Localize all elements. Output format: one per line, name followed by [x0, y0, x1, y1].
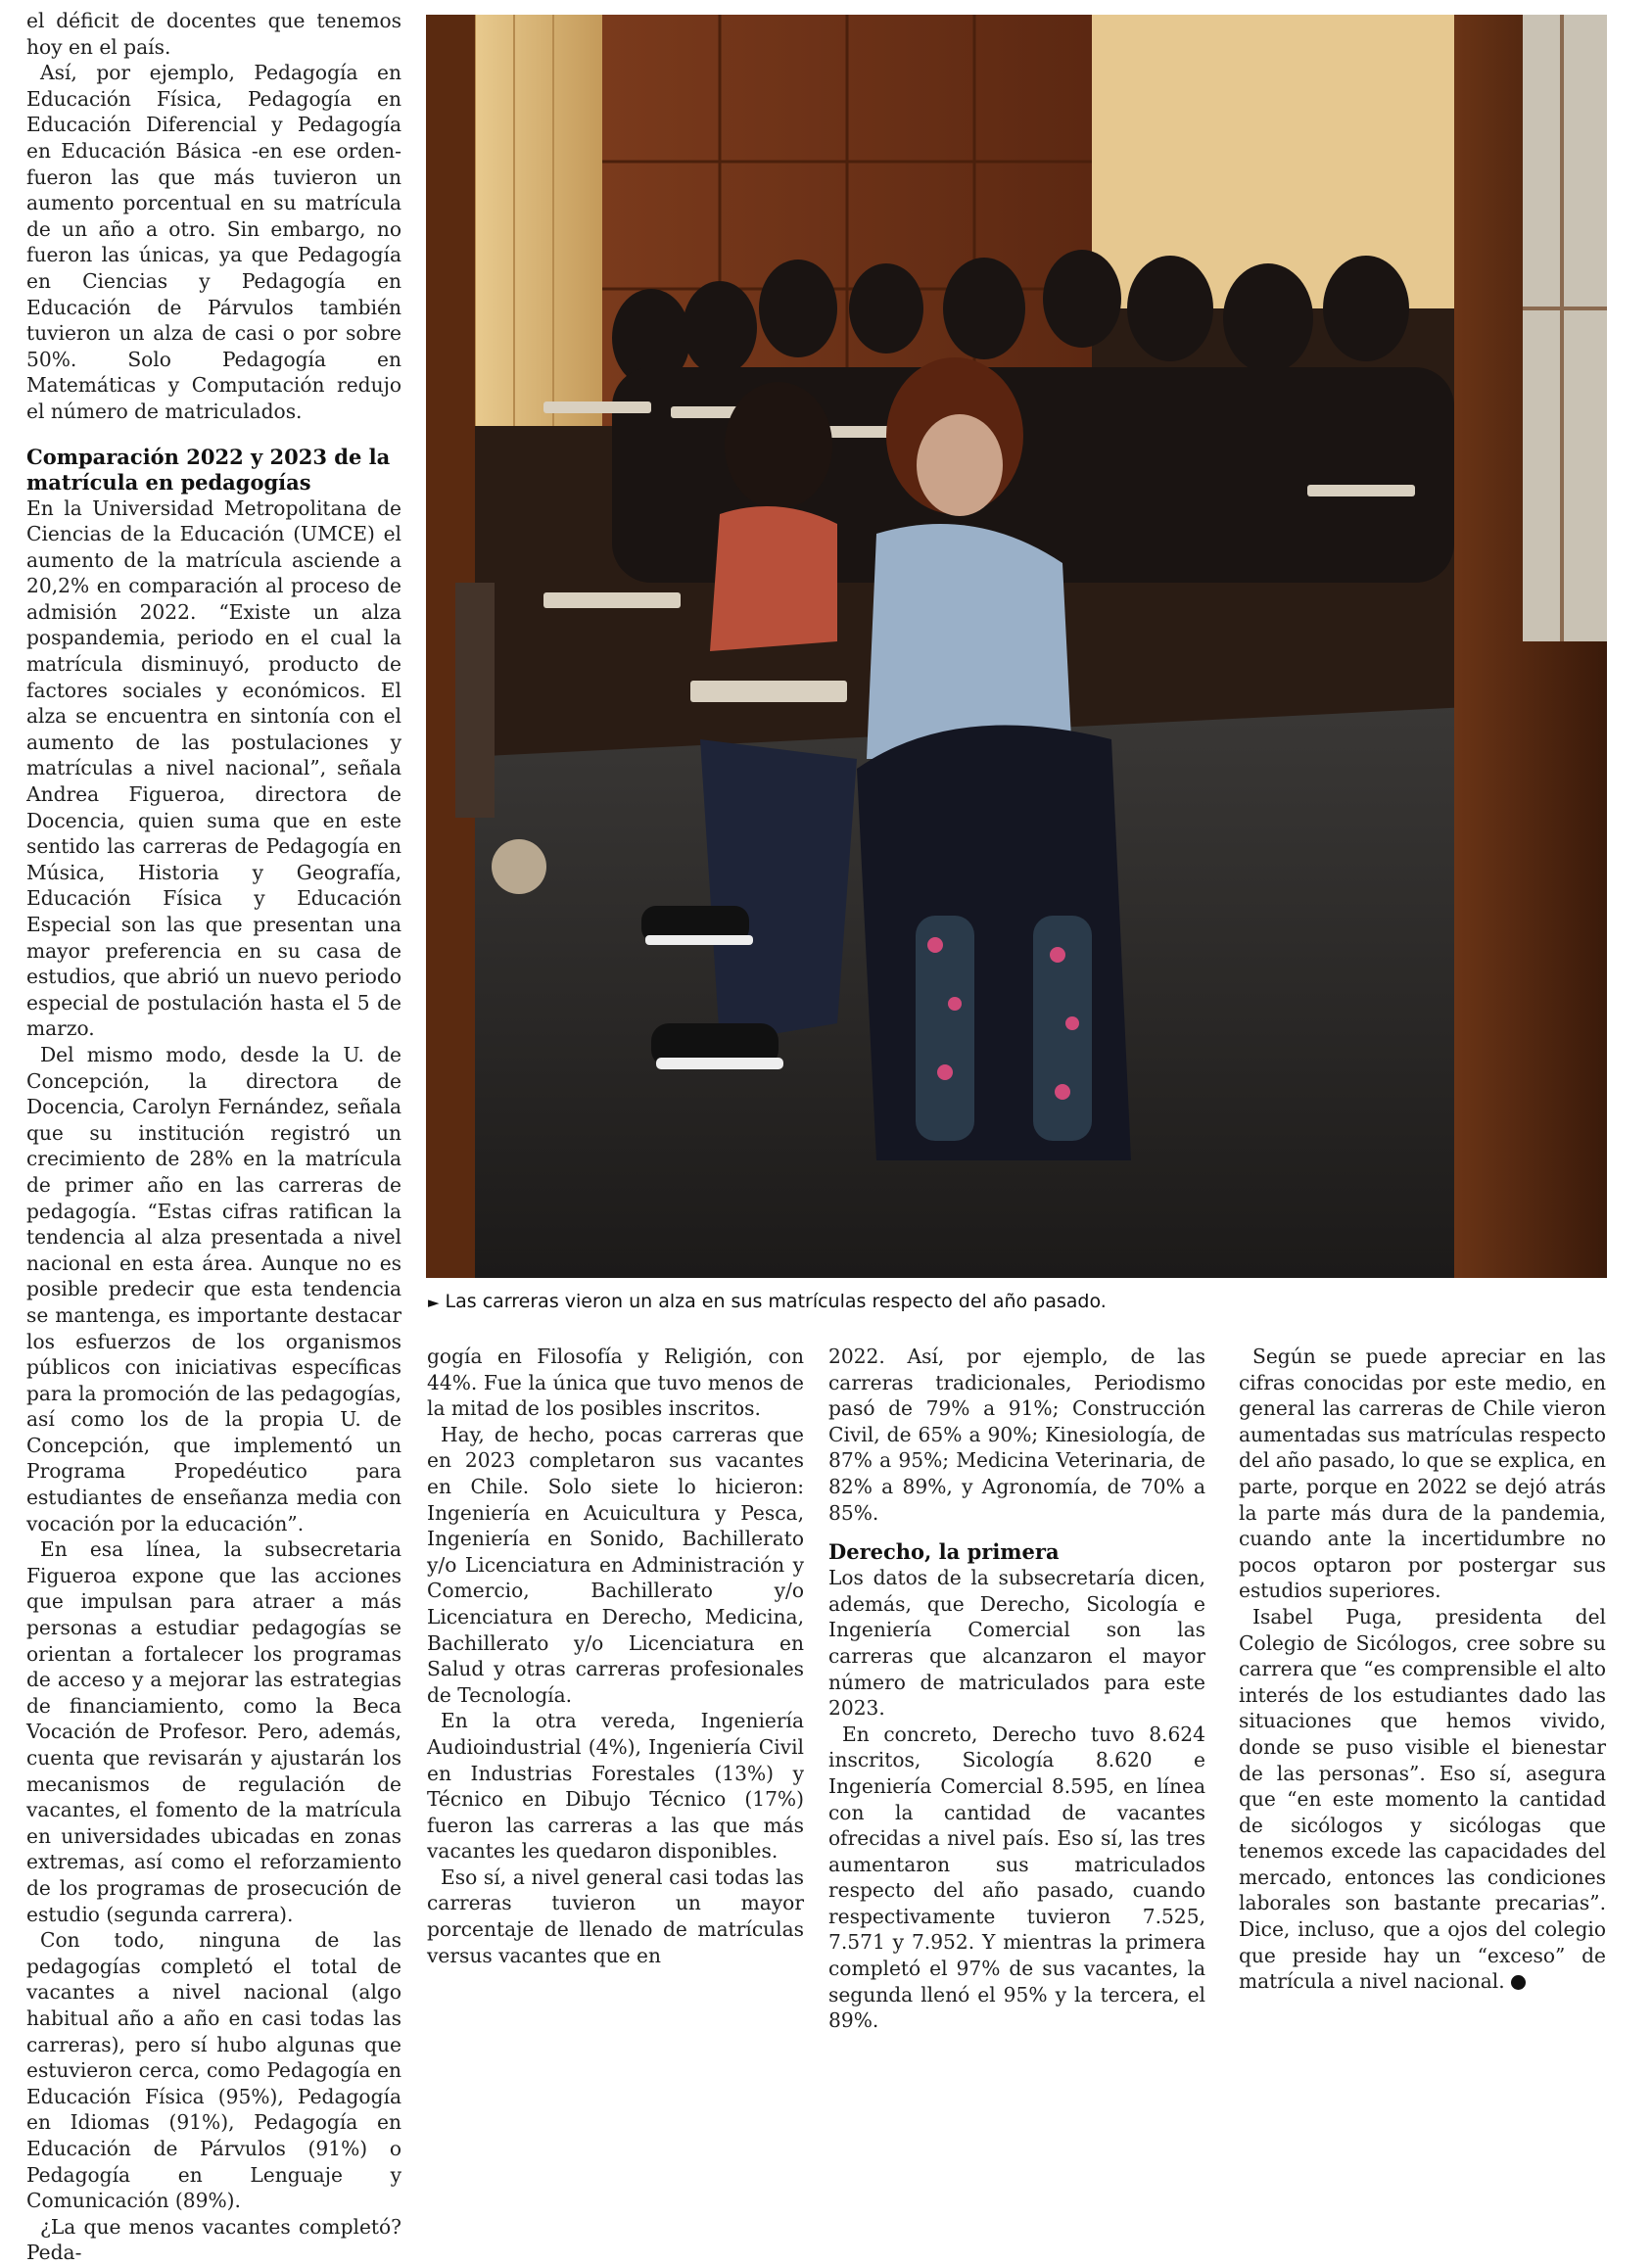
section-heading: Comparación 2022 y 2023 de la matrícula en pedagogías: [26, 444, 391, 495]
paragraph: ¿La que menos vacantes completó? Peda-: [26, 2214, 401, 2265]
article-column-1: [26, 8, 401, 2266]
paragraph: En la otra vereda, Ingeniería Audioindustrial (4%), Ingeniería Civil en Industrias Forestales (13%) y Técnico en Dibujo Técnico (17%) fueron las carreras a las que más vacantes les quedaron disponibles.: [427, 1709, 804, 1864]
paragraph: Eso sí, a nivel general casi todas las carreras tuvieron un mayor porcentaje de llenado de matrículas versus vacantes que en: [427, 1865, 804, 1967]
paragraph-text: Isabel Puga, presidenta del Colegio de Sicólogos, cree sobre su carrera que “es comprensible el alto interés de los estudiantes dado las situaciones que hemos vivido, donde se puso visible el bienestar de las personas”. Eso sí, asegura que “en este momento la cantidad de sicólogos y sicólogas que tenemos excede las capacidades del mercado, entonces las condiciones laborales son bastante precarias”. Dice, incluso, que a ojos del colegio que preside hay un “exceso” de matrícula a nivel nacional.: [1239, 1604, 1606, 1994]
paragraph: Hay, de hecho, pocas carreras que en 2023 completaron sus vacantes en Chile. Solo siete lo hicieron: Ingeniería en Acuicultura y Pesca, Ingeniería en Sonido, Bachillerato y/o Licenciatura en Administración y Comercio, Bachillerato y/o Licenciatura en Derecho, Medicina, Bachillerato y/o Licenciatura en Salud y otras carreras profesionales de Tecnología.: [427, 1422, 804, 1707]
paragraph: Con todo, ninguna de las pedagogías completó el total de vacantes a nivel nacional (algo habitual año a año en casi todas las carreras), pero sí hubo algunas que estuvieron cerca, como Pedagogía en Educación Física (95%), Pedagogía en Idiomas (91%), Pedagogía en Educación de Párvulos (91%) o Pedagogía en Lenguaje y Comunicación (89%).: [26, 1928, 401, 2213]
classroom-photo: [426, 15, 1607, 1278]
paragraph: [1239, 1604, 1606, 1995]
paragraph: En concreto, Derecho tuvo 8.624 inscritos, Sicología 8.620 e Ingeniería Comercial 8.595, en línea con la cantidad de vacantes ofrecidas a nivel país. Eso sí, las tres aumentaron sus matriculados respecto del año pasado, cuando respectivamente tuvieron 7.525, 7.571 y 7.952. Y mientras la primera completó el 97% de sus vacantes, la segunda llenó el 95% y la tercera, el 89%.: [828, 1722, 1205, 2033]
photo-caption: [428, 1290, 1603, 1314]
article-column-2: [427, 1344, 804, 1968]
paragraph: Los datos de la subsecretaría dicen, además, que Derecho, Sicología e Ingeniería Comercial son las carreras que alcanzaron el mayor número de matriculados para este 2023.: [828, 1566, 1205, 1721]
paragraph: En esa línea, la subsecretaria Figueroa expone que las acciones que impulsan para atraer a más personas a estudiar pedagogías se orientan a fortalecer los programas de acceso y a mejorar las estrategias de financiamiento, como la Beca Vocación de Profesor. Pero, además, cuenta que revisarán y ajustarán los mecanismos de regulación de vacantes, el fomento de la matrícula en universidades ubicadas en zonas extremas, así como el reforzamiento de los programas de prosecución de estudio (segunda carrera).: [26, 1537, 401, 1926]
section-heading: Derecho, la primera: [828, 1539, 1060, 1565]
article-column-3: [828, 1344, 1205, 2034]
paragraph: gogía en Filosofía y Religión, con 44%. Fue la única que tuvo menos de la mitad de los posibles inscritos.: [427, 1345, 804, 1421]
paragraph: En la Universidad Metropolitana de Ciencias de la Educación (UMCE) el aumento de la matrícula asciende a 20,2% en comparación al proceso de admisión 2022. “Existe un alza pospandemia, periodo en el cual la matrícula disminuyó, producto de factores sociales y económicos. El alza se encuentra en sintonía con el aumento de las postulaciones y matrículas a nivel nacional”, señala Andrea Figueroa, directora de Docencia, quien suma que en este sentido las carreras de Pedagogía en Música, Historia y Geografía, Educación Física y Educación Especial son las que presentan una mayor preferencia en su casa de estudios, que abrió un nuevo periodo especial de postulación hasta el 5 de marzo.: [26, 496, 401, 1041]
paragraph: Según se puede apreciar en las cifras conocidas por este medio, en general las carreras de Chile vieron aumentadas sus matrículas respecto del año pasado, lo que se explica, en parte, porque en 2022 se dejó atrás la parte más dura de la pandemia, cuando ante la incertidumbre no pocos optaron por postergar sus estudios superiores.: [1239, 1345, 1606, 1603]
paragraph: el déficit de docentes que tenemos hoy en el país.: [26, 9, 401, 59]
article-column-4: [1239, 1344, 1606, 1995]
paragraph: 2022. Así, por ejemplo, de las carreras tradicionales, Periodismo pasó de 79% a 91%; Construcción Civil, de 65% a 90%; Kinesiología, de 87% a 95%; Medicina Veterinaria, de 82% a 89%, y Agronomía, de 70% a 85%.: [828, 1345, 1205, 1525]
paragraph: Del mismo modo, desde la U. de Concepción, la directora de Docencia, Carolyn Fernández, señala que su institución registró un crecimiento de 28% en la matrícula de primer año en las carreras de pedagogía. “Estas cifras ratifican la tendencia al alza presentada a nivel nacional en esta área. Aunque no es posible predecir que esta tendencia se mantenga, es importante destacar los esfuerzos de los organismos públicos con iniciativas específicas para la promoción de las pedagogías, así como los de la propia U. de Concepción, que implementó un Programa Propedéutico para estudiantes de enseñanza media con vocación por la educación”.: [26, 1042, 401, 1535]
caption-text: Las carreras vieron un alza en sus matrículas respecto del año pasado.: [445, 1291, 1107, 1312]
paragraph: Así, por ejemplo, Pedagogía en Educación Física, Pedagogía en Educación Diferencial y Pedagogía en Educación Básica -en ese orden- fueron las que más tuvieron un aumento porcentual en su matrícula de un año a otro. Sin embargo, no fueron las únicas, ya que Pedagogía en Ciencias y Pedagogía en Educación de Párvulos también tuvieron un alza de casi o por sobre 50%. Solo Pedagogía en Matemáticas y Computación redujo el número de matriculados.: [26, 61, 401, 423]
caption-marker-icon: ►: [428, 1294, 440, 1311]
end-mark-icon: [1511, 1975, 1526, 1990]
